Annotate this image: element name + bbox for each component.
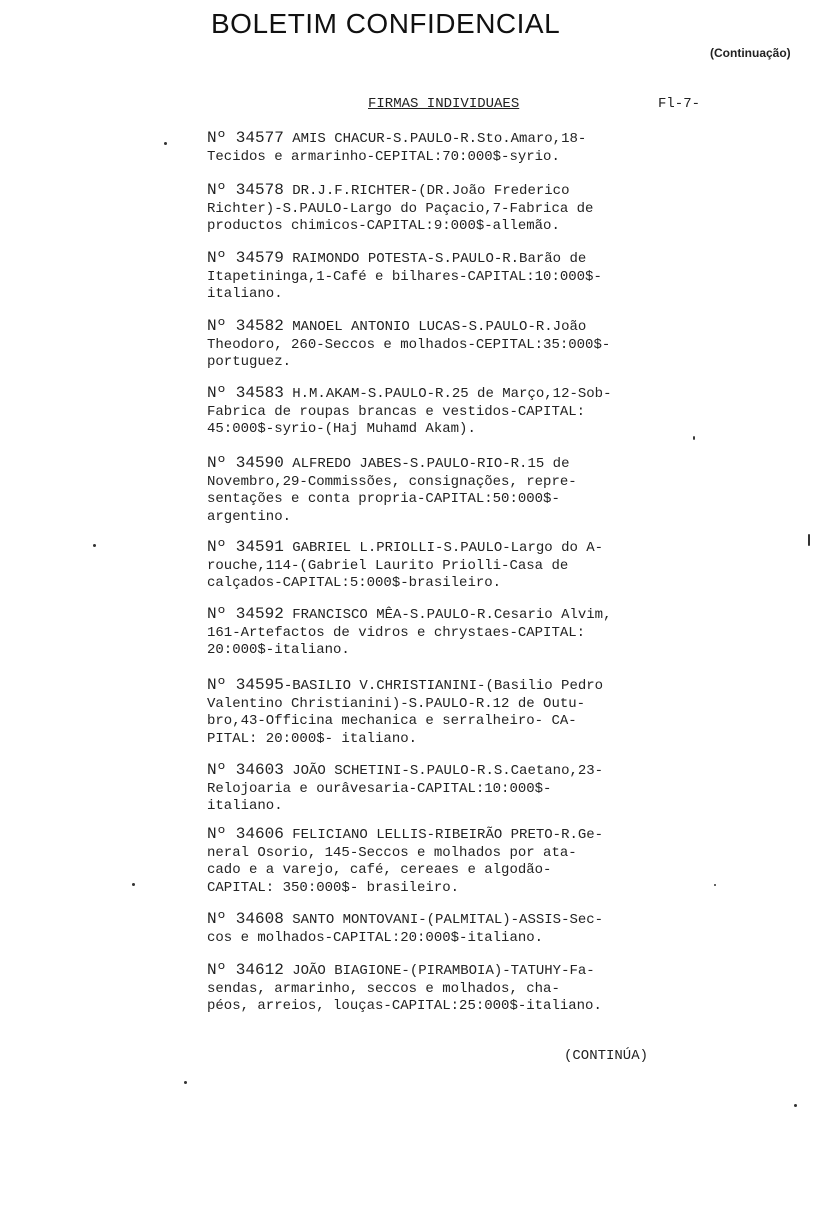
entry-text-line: JOÃO BIAGIONE-(PIRAMBOIA)-TATUHY-Fa-: [292, 963, 595, 979]
entry-text-line: H.M.AKAM-S.PAULO-R.25 de Março,12-Sob-: [292, 386, 612, 402]
entry-number: Nº 34608: [207, 910, 284, 928]
entry-text-line: Theodoro, 260-Seccos e molhados-CEPITAL:35:000$-: [207, 336, 611, 353]
entry-text-line: italiano.: [207, 286, 283, 302]
registry-entry: [207, 385, 707, 439]
scan-speck: [164, 142, 167, 145]
entry-text-line: argentino.: [207, 508, 292, 525]
registry-entry: [207, 318, 707, 372]
continuation-note: (Continuação): [710, 46, 791, 60]
entry-number: Nº 34603: [207, 761, 284, 779]
entry-text-line: sendas, armarinho, seccos e molhados, cha-: [207, 980, 560, 997]
entry-text-line: AMIS CHACUR-S.PAULO-R.Sto.Amaro,18-: [292, 131, 587, 147]
entry-text-line: SANTO MONTOVANI-(PALMITAL)-ASSIS-Sec-: [292, 912, 604, 928]
entry-text-line: -BASILIO V.CHRISTIANINI-(Basilio Pedro: [283, 678, 604, 694]
entry-text-line: FRANCISCO MÊA-S.PAULO-R.Cesario Alvim,: [292, 607, 612, 623]
registry-entry: [207, 250, 707, 304]
section-heading: FIRMAS INDIVIDUAES: [368, 96, 520, 112]
entry-number: Nº 34612: [207, 961, 284, 979]
registry-entry: [207, 606, 707, 660]
scan-speck: [132, 883, 135, 886]
scan-speck: [184, 1081, 187, 1084]
scan-speck: [93, 544, 96, 547]
entry-text-line: cado e a varejo, café, cereaes e algodão-: [207, 862, 552, 878]
entry-text-line: portuguez.: [207, 354, 292, 370]
entry-text-line: ALFREDO JABES-S.PAULO-RIO-R.15 de: [292, 456, 570, 472]
registry-entry: [207, 962, 707, 1016]
entry-text-line: cos e molhados-CAPITAL:20:000$-italiano.: [207, 929, 544, 946]
entry-number: Nº 34592: [207, 605, 284, 623]
scan-speck: [794, 1104, 797, 1107]
entry-text-line: péos, arreios, louças-CAPITAL:25:000$-italiano.: [207, 998, 602, 1014]
entry-number: Nº 34595: [207, 676, 284, 694]
registry-entry: [207, 455, 707, 526]
entry-text-line: 161-Artefactos de vidros e chrystaes-CAPITAL:: [207, 624, 586, 641]
entry-text-line: RAIMONDO POTESTA-S.PAULO-R.Barão de: [292, 251, 587, 267]
entry-text-line: Fabrica de roupas brancas e vestidos-CAPITAL:: [207, 403, 586, 420]
entry-number: Nº 34582: [207, 317, 284, 335]
registry-entry: [207, 182, 707, 236]
entry-text-line: italiano.: [207, 798, 283, 814]
entry-number: Nº 34590: [207, 454, 284, 472]
entry-text-line: Tecidos e armarinho-CEPITAL:70:000$-syrio.: [207, 148, 560, 165]
entry-text-line: calçados-CAPITAL:5:000$-brasileiro.: [207, 575, 502, 591]
entry-text-line: FELICIANO LELLIS-RIBEIRÃO PRETO-R.Ge-: [292, 827, 604, 843]
entry-text-line: CAPITAL: 350:000$- brasileiro.: [207, 879, 460, 896]
entry-text-line: 45:000$-syrio-(Haj Muhamd Akam).: [207, 421, 476, 437]
registry-entry: [207, 911, 707, 947]
document-title: BOLETIM CONFIDENCIAL: [211, 8, 561, 39]
entry-text-line: sentações e conta propria-CAPITAL:50:000$-: [207, 491, 560, 507]
registry-entry: [207, 677, 707, 748]
registry-entry: [207, 826, 707, 897]
entry-text-line: Novembro,29-Commissões, consignações, repre-: [207, 473, 577, 490]
entry-text-line: GABRIEL L.PRIOLLI-S.PAULO-Largo do A-: [292, 540, 604, 556]
entry-text-line: bro,43-Officina mechanica e serralheiro- CA-: [207, 713, 577, 729]
entry-number: Nº 34578: [207, 181, 284, 199]
entry-text-line: JOÃO SCHETINI-S.PAULO-R.S.Caetano,23-: [292, 763, 604, 779]
entry-text-line: neral Osorio, 145-Seccos e molhados por ata-: [207, 844, 577, 861]
registry-entry: [207, 130, 707, 166]
entry-number: Nº 34583: [207, 384, 284, 402]
entry-number: Nº 34591: [207, 538, 284, 556]
scan-speck: [693, 436, 695, 440]
page-number: Fl-7-: [658, 96, 701, 112]
entry-number: Nº 34577: [207, 129, 284, 147]
entry-number: Nº 34606: [207, 825, 284, 843]
entry-text-line: Valentino Christianini)-S.PAULO-R.12 de Outu-: [207, 695, 586, 712]
entry-number: Nº 34579: [207, 249, 284, 267]
entry-text-line: Relojoaria e ourâvesaria-CAPITAL:10:000$-: [207, 780, 552, 797]
scan-speck: [714, 884, 716, 886]
scan-speck: [808, 534, 810, 546]
registry-entry: [207, 539, 707, 593]
entry-text-line: productos chimicos-CAPITAL:9:000$-allemão.: [207, 218, 560, 234]
entry-text-line: Richter)-S.PAULO-Largo do Paçacio,7-Fabrica de: [207, 200, 594, 217]
entry-text-line: rouche,114-(Gabriel Laurito Priolli-Casa de: [207, 557, 569, 574]
entry-text-line: PITAL: 20:000$- italiano.: [207, 730, 418, 747]
registry-entry: [207, 762, 707, 816]
entry-text-line: DR.J.F.RICHTER-(DR.João Frederico: [292, 183, 570, 199]
entry-text-line: Itapetininga,1-Café e bilhares-CAPITAL:10:000$-: [207, 268, 602, 285]
entry-text-line: 20:000$-italiano.: [207, 642, 350, 658]
continues-note: (CONTINÚA): [564, 1048, 649, 1064]
entry-text-line: MANOEL ANTONIO LUCAS-S.PAULO-R.João: [292, 319, 587, 335]
